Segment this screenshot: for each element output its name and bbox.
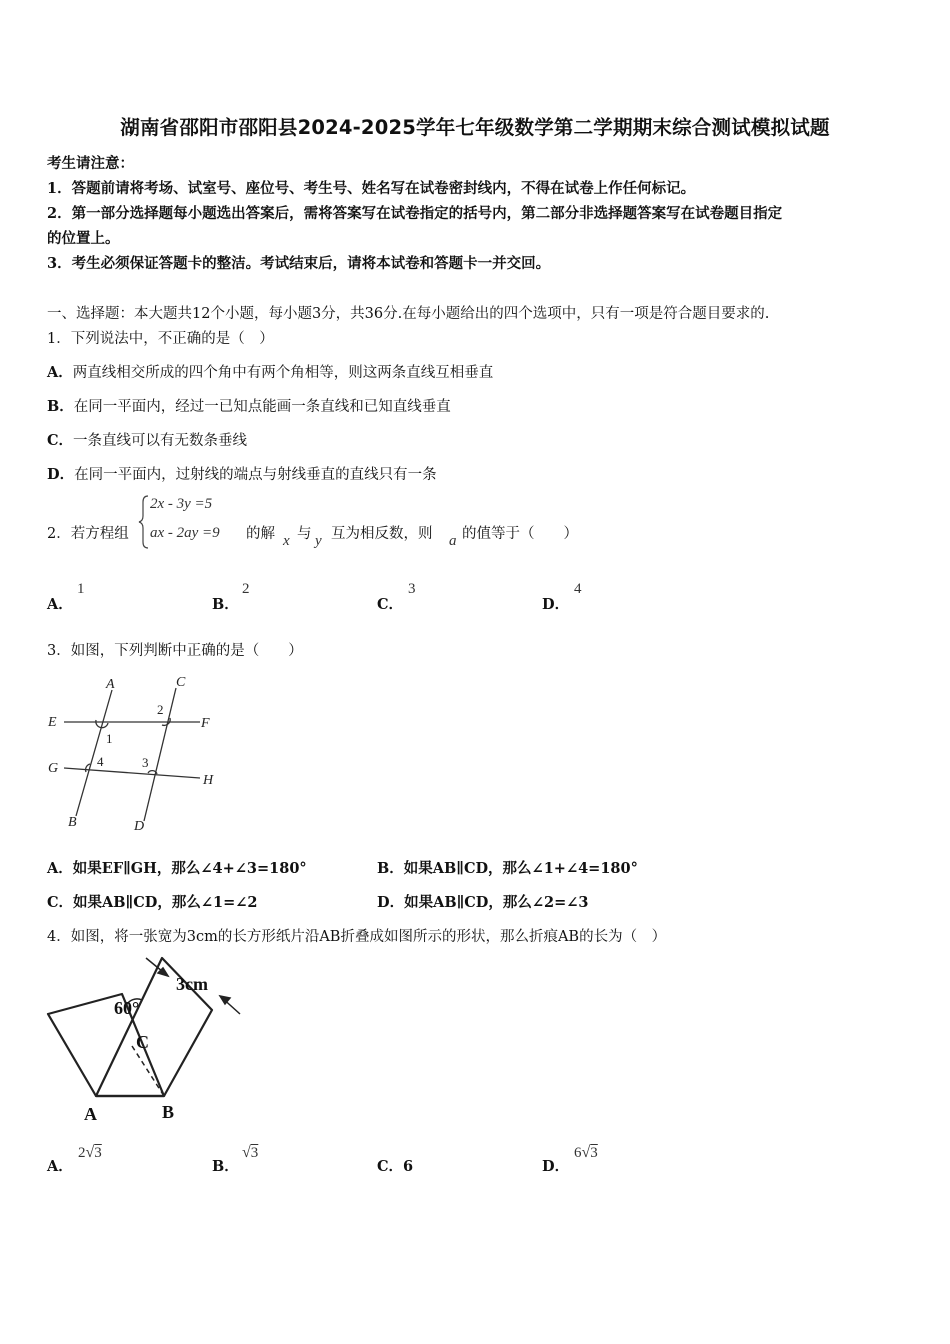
q4-option-d-value: 6√3 [574,1144,598,1161]
angle-label: 60° [114,998,140,1018]
q1-option-c: C．一条直线可以有无数条垂线 [47,432,248,449]
line-gh [64,768,200,778]
q1-option-a: A．两直线相交所成的四个角中有两个角相等，则这两条直线互相垂直 [47,364,494,381]
q4-option-a-value: 2√3 [78,1144,102,1161]
q2-option-b-value: 2 [242,581,250,597]
q2-mid1: 的解 [246,526,275,542]
q3-figure [44,668,224,838]
q1-option-b: B．在同一平面内，经过一已知点能画一条直线和已知直线垂直 [47,398,451,415]
label-a: A [84,1104,97,1124]
angle-3-label: 3 [142,755,149,770]
q4-option-b-value: √3 [242,1144,259,1161]
q2-mid2: 与 [297,526,312,542]
q2-equation-2: ax - 2ay =9 [150,525,220,541]
q2-option-d-value: 4 [574,581,582,597]
angle-1-label: 1 [106,731,113,746]
q3-stem: 3．如图，下列判断中正确的是（ ） [47,643,303,659]
label-d: D [134,819,145,834]
q2-var-a: a [449,533,457,549]
label-b: B [68,815,77,830]
q2-suffix: 的值等于（ ） [462,526,578,542]
label-a: A [106,677,115,692]
notice-heading: 考生请注意： [47,155,134,172]
q2-option-a-value: 1 [77,581,85,597]
notice-item-2-cont: 的位置上。 [47,230,120,247]
label-c: C [176,675,186,690]
q4-option-c: C．6 [377,1158,414,1175]
q2-equation-1: 2x - 3y =5 [150,496,213,512]
notice-item-2: 2．第一部分选择题每小题选出答案后，需将答案写在试卷指定的括号内，第二部分非选择题答案写在试卷题目指定 [47,205,783,222]
q3-option-c: C．如果AB∥CD，那么∠1=∠2 [47,894,258,911]
notice-item-3: 3．考生必须保证答题卡的整洁。考试结束后，请将本试卷和答题卡一并交回。 [47,255,551,272]
label-f: F [201,716,210,731]
line-ab [76,690,112,816]
section-heading: 一、选择题：本大题共12个小题，每小题3分，共36分.在每小题给出的四个选项中，只有一项是符合题目要求的. [47,306,770,322]
q2-prefix: 2．若方程组 [47,526,129,542]
q3-option-b: B．如果AB∥CD，那么∠1+∠4=180° [377,860,638,877]
q4-option-b-label: B． [212,1158,239,1175]
q2-option-c-value: 3 [408,581,416,597]
q2-option-b-label: B． [212,596,239,613]
width-label: 3cm [176,974,208,994]
q3-option-d: D．如果AB∥CD，那么∠2=∠3 [377,894,589,911]
q4-figure [44,954,254,1124]
q2-mid3: 互为相反数，则 [331,526,433,542]
label-g: G [48,761,59,776]
q1-stem: 1．下列说法中，不正确的是（ ） [47,331,274,347]
q4-stem: 4．如图，将一张宽为3cm的长方形纸片沿AB折叠成如图所示的形状，那么折痕AB的长为（ ） [47,929,667,945]
angle-2-label: 2 [157,702,164,717]
q2-option-a-label: A． [47,596,73,613]
page-title: 湖南省邵阳市邵阳县2024-2025学年七年级数学第二学期期末综合测试模拟试题 [120,116,830,139]
label-e: E [48,715,57,730]
label-h: H [203,773,214,788]
q2-var-y: y [315,533,322,549]
label-c: C [136,1032,149,1052]
notice-item-1: 1．答题前请将考场、试室号、座位号、考生号、姓名写在试卷密封线内，不得在试卷上作任何标记。 [47,180,696,197]
label-b: B [162,1102,175,1122]
fold-dashed-line [132,1046,164,1096]
q3-option-a: A．如果EF∥GH，那么∠4+∠3=180° [47,860,307,877]
q2-option-d-label: D． [542,596,570,613]
q2-option-c-label: C． [377,596,404,613]
q4-option-d-label: D． [542,1158,570,1175]
q2-brace [138,494,150,550]
q2-var-x: x [283,533,290,549]
angle-4-label: 4 [97,754,104,769]
q4-option-a-label: A． [47,1158,73,1175]
q1-option-d: D．在同一平面内，过射线的端点与射线垂直的直线只有一条 [47,466,437,483]
